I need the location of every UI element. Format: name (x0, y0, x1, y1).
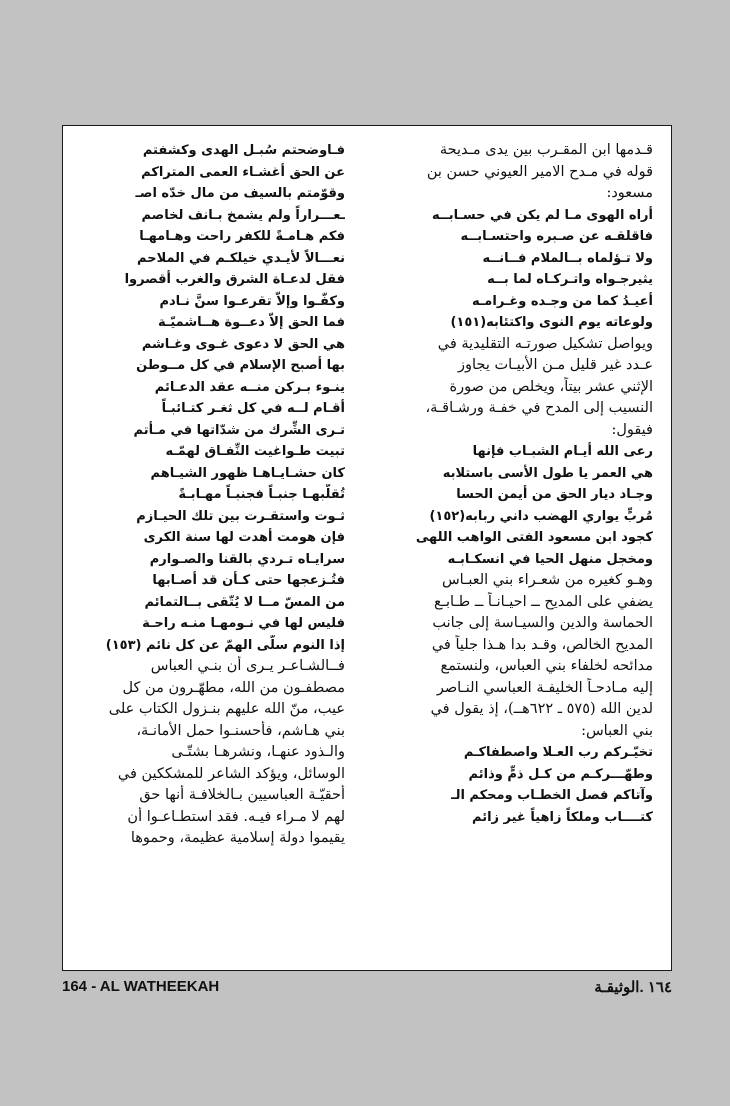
verse-line: ومخجل منهل الحيا في انسكـابـه (447, 551, 653, 567)
prose-line: مدائحه لخلفاء بني العباس، ولنستمع (440, 658, 653, 674)
verse-line: أقـام لــه في كل ثغـر كتـائبـاً (161, 401, 345, 416)
prose-line: وهـو كغيره من شعـراء بني العبـاس (441, 572, 653, 588)
left-column (87, 140, 345, 850)
verse-line: مُربٍّ يواري الهضب داني ربابه(١٥٢) (429, 508, 653, 524)
prose-line: بني هـاشم، فأحسنـوا حمل الأمانـة، (136, 722, 345, 739)
verse-line: كجود ابن مسعود الفتى الواهب اللهى (415, 530, 653, 545)
footer-page-number-arabic: ١٦٤ .الوثيقـة (594, 979, 672, 996)
verse-line: يثيرجـواه واتـركـاه لما بــه (487, 272, 653, 287)
verse-line: كان حشـايـاهـا ظهور الشيـاهم (150, 465, 345, 481)
verse-line: ثـوت واستقـرت بين تلك الحيـازم (136, 508, 345, 524)
verse-line: هي العمر يا طول الأسى باستلابه (442, 465, 653, 481)
prose-line: المديح الخالص، وقـد بدا هـذا جلياً في (431, 636, 653, 653)
verse-line: فاقلقـه عن صـبره واحتسـابــه (460, 229, 653, 244)
prose-line: أحقيّـة العباسيين بـالخلافـة أنها حق (139, 787, 345, 803)
verse-line: وجـاد ديار الحق من أيمن الحسا (456, 487, 653, 502)
verse-line: تبيت طـواغيت النِّفـاق لهمّـه (165, 444, 345, 459)
prose-line: بني العباس: (581, 722, 653, 739)
verse-line: وآتاكم فصل الخطـاب ومحكم الـ (451, 788, 653, 803)
verse-line: فتُـزعجها حتى كـأن قد أصـابها (152, 573, 345, 588)
prose-line: قوله في مـدح الامير العيوني حسن بن (426, 163, 653, 180)
prose-line: والـذود عنهـا، ونشرهـا بشتّـى (171, 744, 345, 760)
verse-line: تخيّـركم رب العـلا واصطفاكـم (463, 745, 653, 760)
prose-line: يضفي على المديح ــ احيـانـاً ــ طـابـع (434, 593, 653, 610)
prose-line: الوسائل، ويؤكد الشاعر للمشككين في (117, 765, 345, 782)
prose-line: الإثني عشر بيتاً، ويخلص من صورة (449, 378, 653, 395)
verse-line: رعى الله أيـام الشبـاب فإنها (472, 444, 653, 459)
verse-line: أراه الهوى مـا لم يكن في حسـابــه (431, 207, 653, 223)
verse-line: وقوّمتم بالسيف من مال خدّه اصـ (135, 186, 345, 201)
prose-line: مصطفـون من الله، مطهّـرون من كل (122, 679, 345, 696)
page-frame (62, 125, 672, 971)
prose-line: الحماسة والدين والسيـاسة إلى جانب (432, 615, 653, 631)
prose-line: قـدمها ابن المقـرب بين يدى مـديحة (439, 142, 653, 158)
verse-line: بها أصبح الإسلام في كل مــوطن (136, 358, 345, 373)
verse-line: وكفّـوا وإلاّ تقرعـوا سنَّ نـادم (159, 293, 345, 309)
verse-line: سرايـاه تـردي بالقنا والصـوارم (149, 551, 345, 567)
prose-line: مسعود: (606, 185, 653, 201)
verse-line: من المسّ مــا لا يُتّقى بــالتمائم (144, 594, 345, 610)
footer-page-number-english: 164 - AL WATHEEKAH (62, 978, 220, 995)
prose-line: عـدد غير قليل مـن الأبيـات يجاوز (458, 357, 653, 373)
verse-line: ـعـــراراً ولم يشمخ بـانف لخاصم (141, 207, 345, 223)
right-column (395, 140, 653, 828)
verse-line: تـرى الشِّرك من شدّاتها في مـأتم (133, 422, 345, 438)
prose-line: فــالشـاعـر يـرى أن بنـي العباس (150, 658, 345, 674)
verse-line: فـاوضحتم سُبـل الهدى وكشفتم (142, 143, 345, 158)
verse-line: ولوعاته يوم النوى واكتئابه(١٥١) (450, 315, 653, 330)
prose-line: ويواصل تشكيل صورتـه التقليدية في (437, 335, 653, 352)
prose-line: النسيب إلى المدح في خفـة ورشـاقـة، (425, 400, 653, 416)
verse-line: ينـوء بـركن منــه عقد الدعـائم (154, 379, 345, 395)
verse-line: تُقلّبهـا جنبـاً فجنبـاً مهـابـةً (178, 487, 345, 502)
verse-line: فكم هـامـةً للكفر راحت وهـامهـا (139, 229, 345, 244)
prose-line: عيب، منّ الله عليهم بنـزول الكتاب على (108, 701, 345, 717)
verse-line: فقل لدعـاة الشرق والغرب أقصروا (124, 272, 345, 287)
verse-line: إذا النوم سلّى الهمّ عن كل نائم (١٥٣) (105, 637, 345, 653)
verse-line: فما الحق إلاّ دعــوة هــاشميّـة (158, 315, 345, 330)
prose-line: لدين الله (٥٧٥ ـ ٦٢٢هــ)، إذ يقول في (430, 701, 653, 717)
verse-line: هي الحق لا دعوى غـوى وغـاشم (141, 336, 345, 352)
prose-line: إليه مـادحـاً الخليفـة العباسي النـاصر (436, 679, 653, 696)
verse-line: نعـــالاً لأيـدي خيلكـم في الملاحم (137, 250, 345, 266)
verse-line: فليس لها في نـومهـا منـه راحـة (142, 616, 345, 631)
verse-line: عن الحق أغشـاء العمى المتراكم (141, 164, 345, 180)
prose-line: لهم لا مـراء فيـه. فقد استطـاعـوا أن (127, 808, 345, 825)
verse-line: أعيـدُ كما من وجـده وغـرامـه (471, 293, 653, 309)
verse-line: كتــــاب وملكاً زاهياً غير زائم (472, 809, 653, 825)
verse-line: وطهّـــركـم من كـل ذمٍّ وذائم (468, 766, 653, 782)
prose-line: يقيموا دولة إسلامية عظيمة، وحموها (130, 830, 345, 846)
verse-line: فإن هومت أهدت لها سنة الكرى (143, 530, 345, 545)
verse-line: ولا تـؤلماه بــالملام فــانــه (482, 250, 653, 266)
prose-line: فيقول: (611, 421, 653, 438)
